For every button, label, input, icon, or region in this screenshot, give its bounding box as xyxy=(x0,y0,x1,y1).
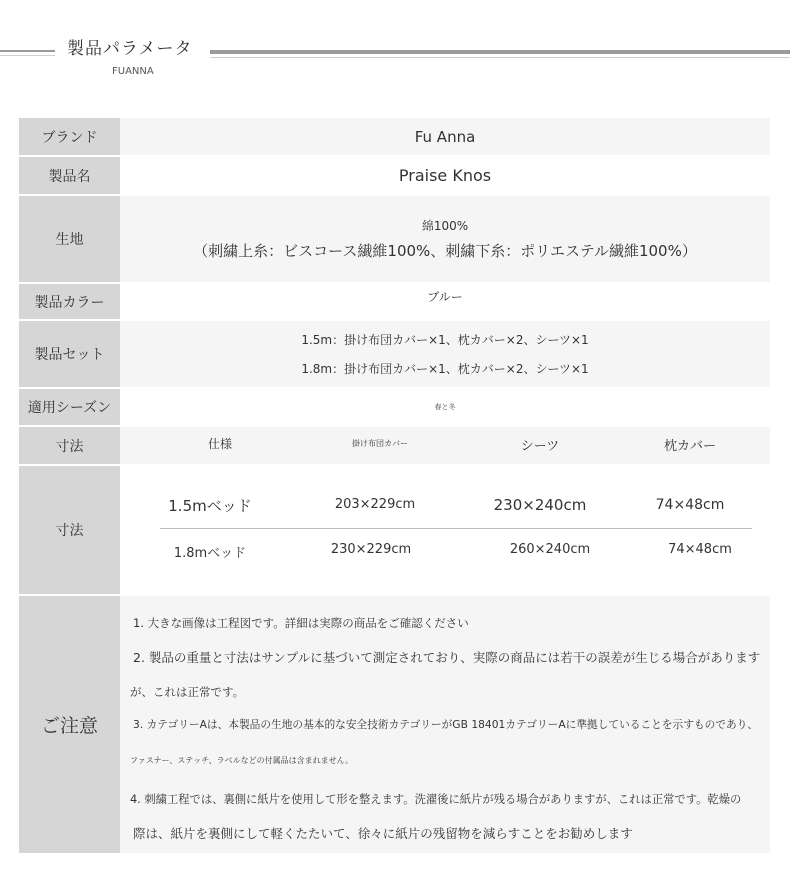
fabric-line-2: （刺繍上糸：ビスコース繊維100%、刺繍下糸：ポリエステル繊維100%） xyxy=(193,242,697,260)
brand-label: ブランド xyxy=(19,118,120,155)
set-label: 製品セット xyxy=(19,321,120,387)
brand-value: Fu Anna xyxy=(414,127,476,146)
header-line-left xyxy=(0,50,55,52)
size-col-duvet: 掛け布団カバー xyxy=(352,439,408,448)
color-label: 製品カラー xyxy=(19,284,120,319)
fabric-row xyxy=(19,196,770,282)
product-name-label: 製品名 xyxy=(19,157,120,194)
note-line-5: ファスナー、ステッチ、ラベルなどの付属品は含まれません。 xyxy=(130,756,354,765)
header-line-right xyxy=(210,50,790,54)
page-subtitle: FUANNA xyxy=(112,66,154,77)
size-table-row xyxy=(19,466,770,594)
product-name-row xyxy=(19,157,770,194)
size-header-row xyxy=(19,427,770,464)
size-1-8m-duvet: 230×229cm xyxy=(330,542,412,557)
color-row xyxy=(19,284,770,319)
notes-cell xyxy=(120,596,770,853)
set-line-2: 1.8m：掛け布団カバー×1、枕カバー×2、シーツ×1 xyxy=(301,362,589,376)
product-name-value: Praise Knos xyxy=(398,166,492,185)
set-value-cell xyxy=(120,321,770,387)
size-col-spec: 仕様 xyxy=(207,437,232,451)
color-value-cell xyxy=(120,284,770,319)
season-row xyxy=(19,389,770,425)
brand-value-cell xyxy=(120,118,770,155)
set-row xyxy=(19,321,770,387)
brand-row xyxy=(19,118,770,155)
page-title: 製品パラメータ xyxy=(67,39,193,59)
notes-row xyxy=(19,596,770,853)
season-value: 春と冬 xyxy=(434,403,456,411)
note-line-4: 3. カテゴリーAは、本製品の生地の基本的な安全技術カテゴリーがGB 18401カテゴリーAに準拠していることを示すものであり、 xyxy=(133,718,759,731)
header-line-left-thin xyxy=(0,55,55,56)
notes-label: ご注意 xyxy=(19,596,120,853)
size-col-sheet: シーツ xyxy=(520,439,560,454)
size-1-5m-bed: 1.5mベッド xyxy=(168,497,252,515)
size-1-8m-sheet: 260×240cm xyxy=(509,542,591,557)
size-header-cells xyxy=(120,427,770,464)
color-value: ブルー xyxy=(427,290,463,304)
set-line-1: 1.5m：掛け布団カバー×1、枕カバー×2、シーツ×1 xyxy=(301,333,589,347)
size-1-8m-pillow: 74×48cm xyxy=(668,542,732,557)
product-name-value-cell xyxy=(120,157,770,194)
size-header-label: 寸法 xyxy=(19,427,120,464)
fabric-label: 生地 xyxy=(19,196,120,282)
note-line-3: が、これは正常です。 xyxy=(130,685,245,699)
fabric-line-1: 綿100% xyxy=(421,219,469,233)
size-table-label: 寸法 xyxy=(19,466,120,594)
size-1-5m-sheet: 230×240cm xyxy=(493,496,587,514)
season-label: 適用シーズン xyxy=(19,389,120,425)
note-line-6: 4. 刺繍工程では、裏側に紙片を使用して形を整えます。洗濯後に紙片が残る場合がありますが、これは正常です。乾燥の xyxy=(130,793,742,806)
note-line-1: 1. 大きな画像は工程図です。詳細は実際の商品をご確認ください xyxy=(133,616,469,630)
size-1-5m-duvet: 203×229cm xyxy=(334,497,416,512)
size-table-cells xyxy=(120,466,770,594)
season-value-cell xyxy=(120,389,770,425)
note-line-2: 2. 製品の重量と寸法はサンプルに基づいて測定されており、実際の商品には若干の誤差が生じる場合があります xyxy=(133,650,761,665)
note-line-7: 際は、紙片を裏側にして軽くたたいて、徐々に紙片の残留物を減らすことをお勧めします xyxy=(133,826,633,841)
header-line-right-thin xyxy=(210,57,790,58)
fabric-value-cell xyxy=(120,196,770,282)
size-1-5m-pillow: 74×48cm xyxy=(655,497,725,513)
size-col-pillow: 枕カバー xyxy=(663,439,716,454)
size-1-8m-bed: 1.8mベッド xyxy=(173,546,247,561)
size-row-divider xyxy=(160,528,752,529)
